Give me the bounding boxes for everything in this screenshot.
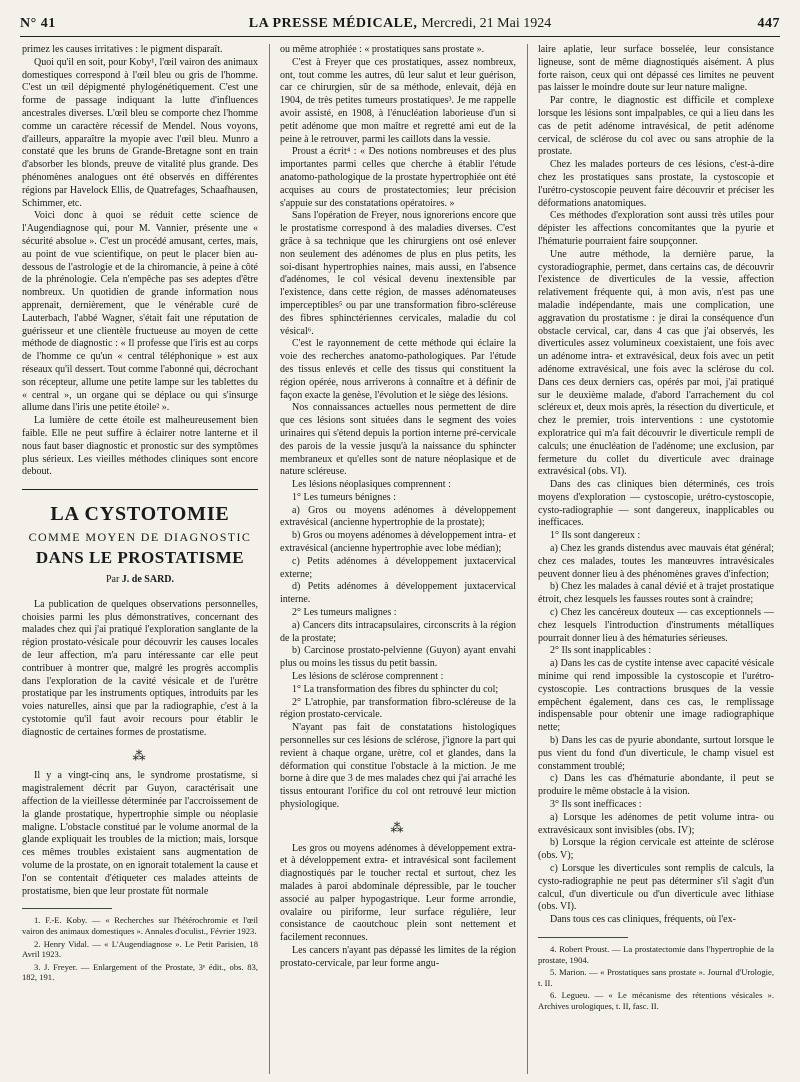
paragraph: C'est le rayonnement de cette méthode qui éclaire la voie des recherches anatomo-pathologiques. Par l'étude des tissus enlevés et celle des tissus qui constituent la région opérée, nous arriverons à connaître et à définir de façon exacte la genèse, l'évolution et le siège des lésions. — [280, 338, 516, 401]
paragraph: Ces méthodes d'exploration sont aussi très utiles pour dépister les affections concomitantes que la pyurie et l'hématurie pourraient faire soupçonner. — [538, 210, 774, 247]
footnote: 4. Robert Proust. — La prostatectomie dans l'hypertrophie de la prostate, 1904. — [538, 943, 774, 965]
issue-number: N° 41 — [20, 16, 56, 31]
paragraph: La publication de quelques observations personnelles, choisies parmi les plus démonstratives, concernant des malades chez qui j'ai pratiqué l'exploration sanglante de la région prostato-vésicale pour découvrir les causes locales de leur affection, m'a paru intéressante car elle peut contribuer à montrer que, malgré les progrès accomplis dans l'exploration de la cavité vésicale et de l'urètre prostatique par les instruments optiques, introduits par les voies naturelles, ainsi que par la radiographie, c'est à la cystotomie qu'il faut avoir recours pour établir le diagnostic de certaines formes de prostatisme. — [22, 598, 258, 738]
paragraph: 3° Ils sont inefficaces : — [550, 799, 642, 811]
paragraph: Voici donc à quoi se réduit cette science de l'Augendiagnose qui, pour M. Vannier, présente une « sécurité absolue ». C'est un procédé amusant, certes, mais, au point de vue scientifique, on peut le placer bien au-dessous de l'astrologie et de la chiromancie, à peine à côté de la phrénologie. Cela n'empêche pas ses adeptes d'être nombreux. Un quotidien de grande information nous apprenait, dernièrement, que le vénérable curé de Lauterbach, l'abbé Wagner, s'était fait une réputation de guérisseur et une clientèle fructueuse au moyen de cette méthode de diagnostic : « Il professe que l'iris est au corps de l'homme ce qu'un « central téléphonique » est aux réseaux qu'il dessert. Tout comme l'abonné qui, décrochant son récepteur, allume une petite lampe sur les tablettes du « central », un organe qui se déplace ou qui s'insurge allume dans l'iris une petite étoile² ». — [22, 210, 258, 414]
footnotes — [538, 944, 774, 1012]
paragraph: Les lésions néoplasiques comprennent : — [292, 479, 451, 491]
paragraph: Quoi qu'il en soit, pour Koby¹, l'œil vairon des animaux domestiques correspond à l'œil bleu ou gris de l'homme. C'est un œil dépigmenté phylogénétiquement. C'est une forme de passage indiquant la lutte d'influences ancestrales diverses. L'œil bleu se comporte chez l'homme comme un caractère récessif de Mendel. Nous voyons, d'ailleurs, apparaître la myopie avec l'œil bleu. Munro a constaté que les bruns de Grande-Bretagne sont en train d'absorber les blonds, preuve de vitalité plus grande. Des phénomènes analogues ont été observés en différentes régions par Havelock Ellis, de Quatrefages, Schaafhausen, Schimmer, etc. — [22, 56, 258, 209]
paragraph: b) Lorsque la région cervicale est atteinte de sclérose (obs. V); — [538, 837, 774, 862]
paragraph: c) Petits adénomes à développement juxtacervical externe; — [280, 555, 516, 580]
paragraph: 1° La transformation des fibres du sphincter du col; — [292, 683, 499, 695]
paragraph: b) Gros ou moyens adénomes à développement intra- et extravésical (ancienne hypertrophie avec lobe médian); — [280, 530, 516, 555]
paragraph: b) Dans les cas de pyurie abondante, surtout lorsque le pus vient du fond d'un diverticule, le champ visuel est constamment troublé; — [538, 735, 774, 772]
paragraph: b) Chez les malades à canal dévié et à trajet prostatique étroit, chez lesquels les fausses routes sont à craindre; — [538, 581, 774, 606]
byline-author: J. de SARD. — [121, 574, 175, 586]
paragraph: 2° Les tumeurs malignes : — [292, 607, 397, 619]
paragraph: Les lésions de sclérose comprennent : — [292, 671, 444, 683]
footnote: 2. Henry Vidal. — « L'Augendiagnose ». Le Petit Parisien, 18 Avril 1923. — [22, 938, 258, 960]
page-number: 447 — [757, 16, 780, 31]
masthead — [20, 14, 780, 37]
paragraph: a) Chez les grands distendus avec mauvais état général; chez ces malades, toutes les manœuvres intravésicales peuvent donner lieu à des phénomènes graves d'infection; — [538, 543, 774, 580]
paragraph: 1° Ils sont dangereux : — [550, 530, 641, 542]
paragraph: Dans tous ces cas cliniques, fréquents, où l'ex- — [550, 914, 736, 926]
paragraph: d) Petits adénomes à développement juxtacervical interne. — [280, 581, 516, 606]
paragraph: 2° Ils sont inapplicables : — [550, 645, 652, 657]
footnote-rule — [538, 937, 628, 938]
paragraph: c) Chez les cancéreux douteux — cas exceptionnels — chez lesquels l'introduction d'instruments métalliques pourrait donner lieu à des hématuries sérieuses. — [538, 607, 774, 644]
footnote: 1. F.-E. Koby. — « Recherches sur l'hétérochromie et l'œil vairon des animaux domestiques ». Annales d'oculist., Février 1923. — [22, 915, 258, 937]
paragraph: Nos connaissances actuelles nous permettent de dire que ces lésions sont situées dans le segment des voies urinaires qui s'étend depuis la portion interne pré-cervicale des parois de la vessie jusqu'à la naissance du sphincter membraneux et qu'elles sont de nature néoplasique et de nature scléreuse. — [280, 402, 516, 478]
paragraph: a) Cancers dits intracapsulaires, circonscrits à la région de la prostate; — [280, 619, 516, 644]
section-stars: ⁂ — [132, 747, 148, 763]
paragraph: a) Lorsque les adénomes de petit volume intra- ou extravésicaux sont invisibles (obs. IV); — [538, 811, 774, 836]
paragraph: C'est à Freyer que ces prostatiques, assez nombreux, ont, tout comme les autres, dû leur salut et leur guérison, car ce chirurgien, sûr de sa méthode, enlevait, déjà en 1904, de très petites tumeurs prostatiques³. Je me rappelle avoir assisté, en 1908, à l'énucléation laborieuse d'un si petit adénome que mon maître et regretté ami eut de la peine à le retrouver, parmi les caillots dans la vessie. — [280, 56, 516, 145]
article-subtitle: COMME MOYEN DE DIAGNOSTIC — [28, 530, 252, 545]
paragraph: Les gros ou moyens adénomes à développement extra- et à développement extra- et intravésical sont facilement diagnostiqués par le toucher rectal et surtout, chez les malades à paroi abdominale dépressible, par le toucher associé au palper hypogastrique. Leur forme arrondie, ovalaire ou piriforme, leur surface régulière, leur consistance de caoutchouc plein sont nettement et facilement reconnues. — [280, 842, 516, 944]
column-2 — [280, 44, 516, 1074]
article-byline — [22, 574, 258, 587]
paragraph: c) Dans les cas d'hématurie abondante, il peut se produire le même obstacle à la vision. — [538, 773, 774, 798]
paragraph: a) Gros ou moyens adénomes à développement extravésical (ancienne hypertrophie de la prostate); — [280, 504, 516, 529]
article-title-line-2: DANS LE PROSTATISME — [35, 548, 245, 568]
paragraph: b) Carcinose prostato-pelvienne (Guyon) ayant envahi plus ou moins les tissus du petit bassin. — [280, 645, 516, 670]
paragraph: 2° L'atrophie, par transformation fibro-scléreuse de la région prostato-cervicale. — [280, 696, 516, 721]
section-stars: ⁂ — [390, 819, 406, 835]
column-divider — [527, 44, 528, 1074]
paragraph: c) Lorsque les diverticules sont remplis de calculs, la cysto-radiographie ne peut pas déterminer s'il s'agit d'un calcul, d'un diverticule ou d'un diverticule avec lithiase (obs. VI). — [538, 863, 774, 913]
paragraph: Sans l'opération de Freyer, nous ignorerions encore que le prostatisme correspond à des maladies diverses. C'est grâce à sa technique que les chirurgiens ont osé enlever non seulement des adénomes de plus en plus petits, les soi-disant hypertrophies naines, mais aussi, en l'absence d'adénomes, le col vésical devenu inextensible par l'existence, dans cette région, de masses adénomateuses imperceptibles⁵ ou par une transformation fibro-scléreuse des fibres sphinctériennes cervicales, maladie du col vésical⁶. — [280, 210, 516, 337]
journal-name: LA PRESSE MÉDICALE, — [248, 16, 418, 31]
paragraph: Une autre méthode, la dernière parue, la cystoradiographie, permet, dans certains cas, de découvrir l'existence de diverticules de la vessie, affection relativement fréquente qui, à mon avis, n'est pas une maladie indépendante, mais une complication, une aggravation du prostatisme : je dirai la conséquence d'un obstacle cervical, car, dans 4 cas que j'ai observés, les diverticules assez volumineux coexistaient, une fois avec un adénome intra- et extravésical, deux fois avec un petit adénome extravésical, une fois avec la sclérose du col. Dans ces deux derniers cas, opérés par moi, j'ai pratiqué sur le deuxième malade, d'abord l'arrachement du col scléreux et, deux mois après, la résection du diverticule, et chez le premier, trois interventions : une cystotomie exploratrice qui m'a fait découvrir le diverticule rempli de calculs; une énucléation de l'adénome; une exclusion, par fermeture du collet du diverticule avec drainage extravésical (obs. VI). — [538, 248, 774, 478]
paragraph: N'ayant pas fait de constatations histologiques personnelles sur ces lésions de sclérose, j'ignore la part qui revient à chaque organe, urètre, col et glandes, dans la déformation qui constitue l'obstacle à la miction. Je me borne à dire que 3 de mes malades chez qui j'ai arraché les tissus entourant l'orifice du col ont retrouvé leur miction physiologique. — [280, 722, 516, 811]
footnotes — [22, 915, 258, 983]
paragraph: Il y a vingt-cinq ans, le syndrome prostatisme, si magistralement décrit par Guyon, caractérisait une affection de la vieillesse déterminée par l'accroissement de la glande prostatique, hypertrophie simple ou néoplasie maligne. L'obstacle constitué par le volume anormal de la glande expliquait les troubles de la miction; mais, lorsque ces mêmes troubles existaient sans augmentation de volume de la prostate, on en ignorait totalement la cause et l'on se contentait d'étiqueter ces malades atteints de prostatisme, bien que leur prostate fût normale — [22, 770, 258, 897]
paragraph: La lumière de cette étoile est malheureusement bien faible. Elle ne peut suffire à éclairer notre lanterne et il nous faut baser diagnostic et pronostic sur des symptômes plus sérieux. Les vieilles méthodes cliniques sont encore debout. — [22, 415, 258, 478]
column-divider — [269, 44, 270, 1074]
paragraph: a) Dans les cas de cystite intense avec capacité vésicale minime qui rend impossible la cystoscopie et l'urétro-cystoscopie. Les contractions brusques de la vessie empêchent également, dans ces cas, le remplissage indispensable pour obtenir une image radiographique nette; — [538, 658, 774, 734]
byline-prefix: Par — [105, 574, 120, 586]
paragraph: Chez les malades porteurs de ces lésions, c'est-à-dire chez les prostatiques sans prostate, la cystoscopie et l'urétro-cystoscopie peuvent faire découvrir et préciser les déformations anatomiques. — [538, 159, 774, 209]
issue-date: Mercredi, 21 Mai 1924 — [421, 16, 552, 31]
footnote: 6. Legueu. — « Le mécanisme des rétentions vésicales ». Archives urologiques, t. II, fasc. II. — [538, 990, 774, 1011]
paragraph: primez les causes irritatives : le pigment disparaît. — [22, 44, 223, 55]
article-title: LA CYSTOTOMIE — [50, 503, 230, 526]
footnote: 5. Marion. — « Prostatiques sans prostate ». Journal d'Urologie, t. II. — [538, 967, 774, 988]
paragraph: Par contre, le diagnostic est difficile et complexe lorsque les lésions sont impalpables, ce qui a lieu dans les cas de petit adénome intravésical, de petit adénome cervical, de sclérose du col avec ou sans atrophie de la prostate. — [538, 95, 774, 158]
column-3 — [538, 44, 774, 1074]
paragraph: 1° Les tumeurs bénignes : — [292, 491, 396, 503]
footnote-rule — [22, 908, 112, 909]
paragraph: ou même atrophiée : « prostatiques sans prostate ». — [280, 44, 485, 55]
footnote: 3. J. Freyer. — Enlargement of the Prostate, 3ᵉ édit., obs. 83, 182, 191. — [22, 961, 258, 983]
paragraph: Dans des cas cliniques bien déterminés, ces trois moyens d'exploration — cystoscopie, urétro-cystoscopie, cysto-radiographie — sont dangereux, inapplicables ou inefficaces. — [538, 479, 774, 529]
paragraph: Les cancers n'ayant pas dépassé les limites de la région prostato-cervicale, par leur forme angu- — [280, 944, 516, 969]
article-separator — [22, 489, 258, 490]
journal-title — [20, 16, 780, 32]
column-1 — [22, 44, 258, 1074]
paragraph: Proust a écrit⁴ : « Des notions nombreuses et des plus importantes parmi celles que cherche à établir l'étude anatomo-pathologique de la prostate hypertrophiée ont été acquises au cours de prostatectomies; leur précision s'appuie sur des constatations opératoires. » — [280, 146, 516, 209]
paragraph: laire aplatie, leur surface bosselée, leur consistance ligneuse, sont de même diagnostiqués aisément. A plus forte raison, ceux qui ont dépassé ces limites ne peuvent pas laisser le moindre doute sur leur nature maligne. — [538, 44, 774, 94]
